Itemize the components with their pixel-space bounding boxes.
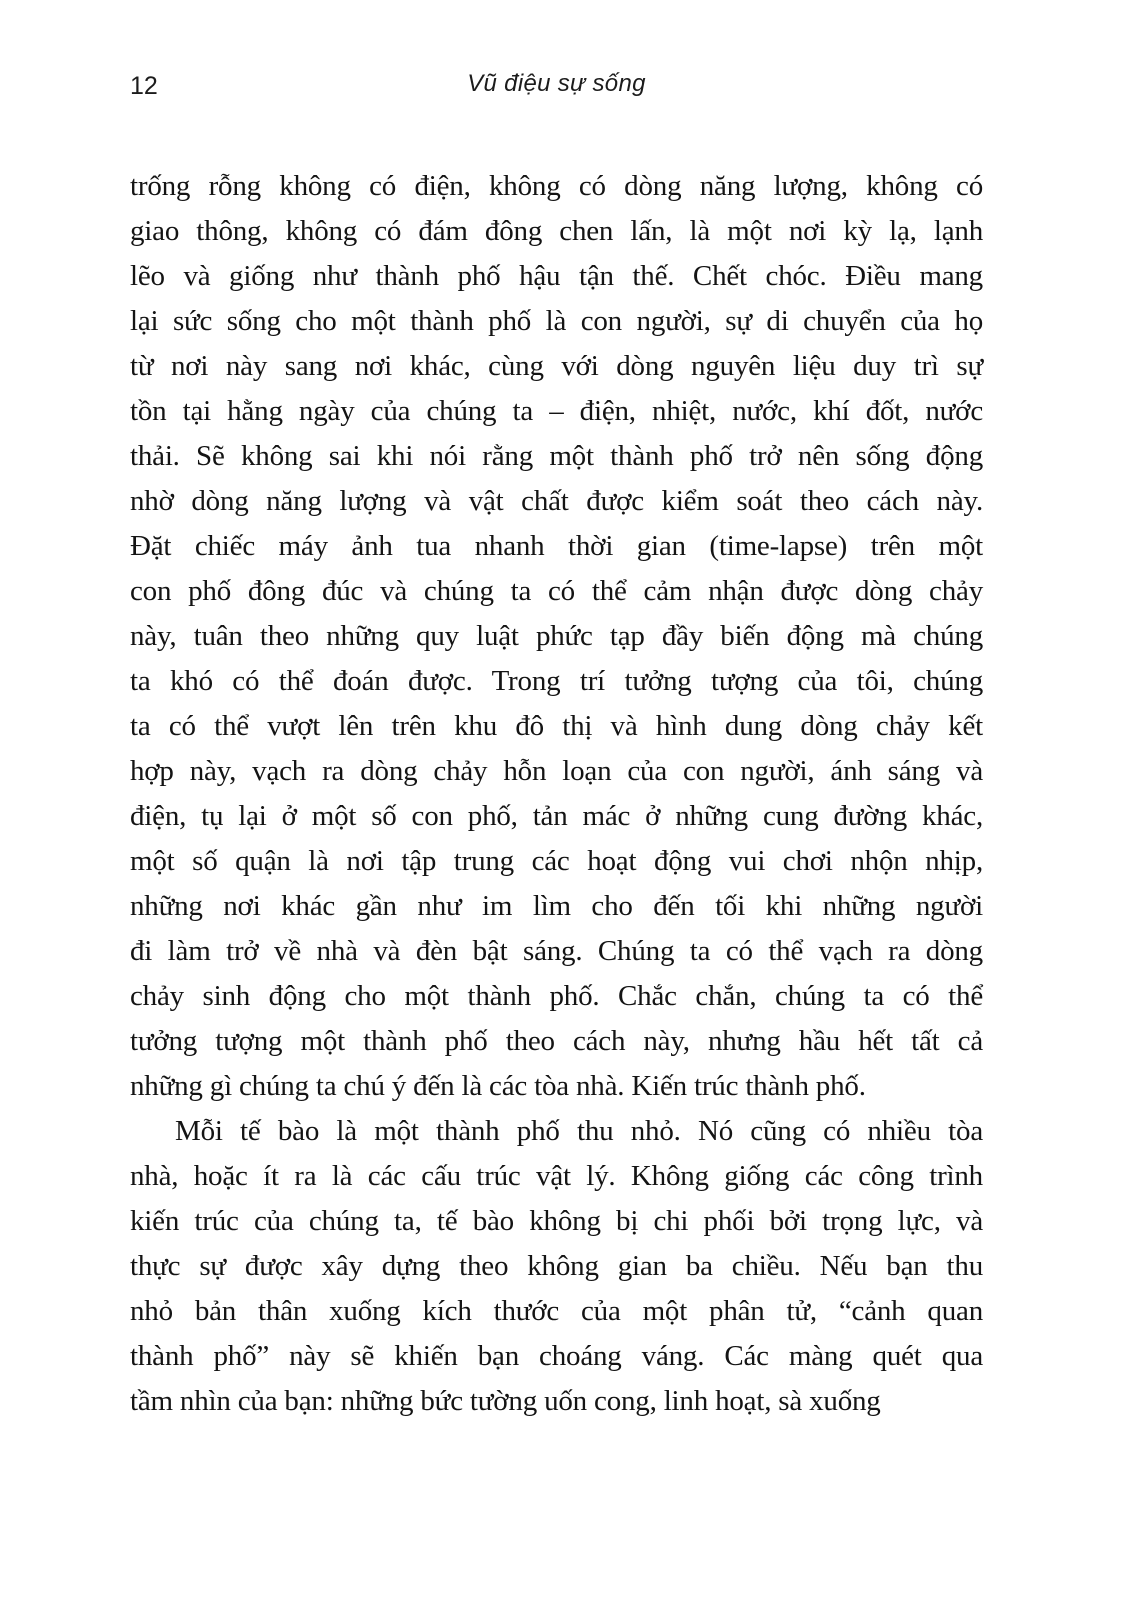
- text-line: lại sức sống cho một thành phố là con người, sự di chuyển của họ: [130, 305, 983, 337]
- text-line: đi làm trở về nhà và đèn bật sáng. Chúng ta có thể vạch ra dòng: [130, 935, 983, 967]
- text-line: tầm nhìn của bạn: những bức tường uốn cong, linh hoạt, sà xuống: [130, 1385, 881, 1417]
- text-line: giao thông, không có đám đông chen lấn, là một nơi kỳ lạ, lạnh: [130, 215, 983, 247]
- text-line: nhà, hoặc ít ra là các cấu trúc vật lý. Không giống các công trình: [130, 1160, 983, 1192]
- text-line: thành phố” này sẽ khiến bạn choáng váng. Các màng quét qua: [130, 1340, 983, 1372]
- text-line: điện, tụ lại ở một số con phố, tản mác ở những cung đường khác,: [130, 800, 983, 832]
- text-line: này, tuân theo những quy luật phức tạp đầy biến động mà chúng: [130, 620, 983, 652]
- text-line: thải. Sẽ không sai khi nói rằng một thành phố trở nên sống động: [130, 440, 983, 472]
- text-line: thực sự được xây dựng theo không gian ba chiều. Nếu bạn thu: [130, 1250, 983, 1282]
- text-line: từ nơi này sang nơi khác, cùng với dòng nguyên liệu duy trì sự: [130, 350, 983, 382]
- page-number: 12: [130, 72, 158, 100]
- text-line: ta có thể vượt lên trên khu đô thị và hình dung dòng chảy kết: [130, 710, 983, 742]
- page-header: [130, 70, 983, 104]
- paragraph: [130, 1109, 983, 1424]
- text-line: Đặt chiếc máy ảnh tua nhanh thời gian (time-lapse) trên một: [130, 530, 983, 562]
- text-line: ta khó có thể đoán được. Trong trí tưởng tượng của tôi, chúng: [130, 665, 983, 697]
- text-line: nhờ dòng năng lượng và vật chất được kiểm soát theo cách này.: [130, 485, 983, 517]
- text-line: hợp này, vạch ra dòng chảy hỗn loạn của con người, ánh sáng và: [130, 755, 983, 787]
- text-line: trống rỗng không có điện, không có dòng năng lượng, không có: [130, 170, 983, 202]
- paragraph: [130, 164, 983, 1109]
- text-line: những gì chúng ta chú ý đến là các tòa nhà. Kiến trúc thành phố.: [130, 1070, 866, 1102]
- text-line: lẽo và giống như thành phố hậu tận thế. Chết chóc. Điều mang: [130, 260, 983, 292]
- text-line: những nơi khác gần như im lìm cho đến tối khi những người: [130, 890, 983, 922]
- body-text: [130, 164, 983, 1424]
- text-line: kiến trúc của chúng ta, tế bào không bị chi phối bởi trọng lực, và: [130, 1205, 983, 1237]
- running-title: Vũ điệu sự sống: [467, 70, 646, 97]
- text-line: Mỗi tế bào là một thành phố thu nhỏ. Nó cũng có nhiều tòa: [175, 1115, 983, 1147]
- text-line: chảy sinh động cho một thành phố. Chắc chắn, chúng ta có thể: [130, 980, 983, 1012]
- text-line: tồn tại hằng ngày của chúng ta – điện, nhiệt, nước, khí đốt, nước: [130, 395, 983, 427]
- text-line: nhỏ bản thân xuống kích thước của một phân tử, “cảnh quan: [130, 1295, 983, 1327]
- text-line: con phố đông đúc và chúng ta có thể cảm nhận được dòng chảy: [130, 575, 983, 607]
- text-line: một số quận là nơi tập trung các hoạt động vui chơi nhộn nhịp,: [130, 845, 983, 877]
- text-line: tưởng tượng một thành phố theo cách này, nhưng hầu hết tất cả: [130, 1025, 983, 1057]
